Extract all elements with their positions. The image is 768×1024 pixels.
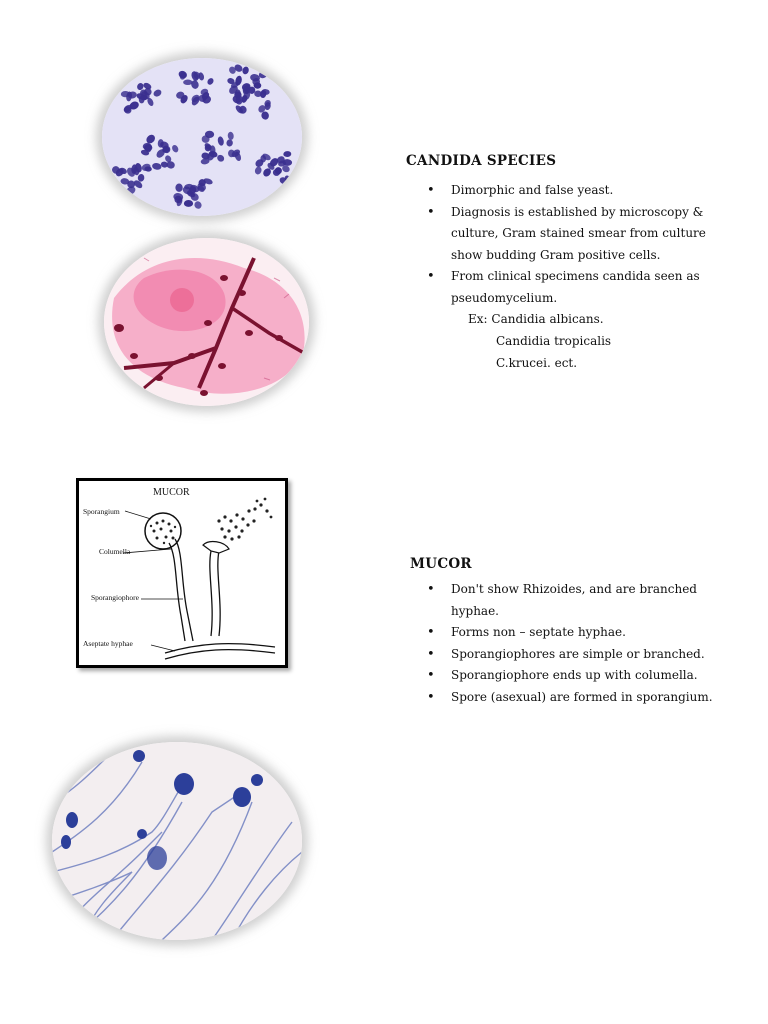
label-columella: Columella — [99, 547, 131, 556]
mucor-bullet-list — [425, 579, 725, 708]
candida-example-3: C.krucei. ect. — [496, 356, 578, 370]
candida-bullet-list — [425, 180, 725, 309]
candida-example-1: Ex: Candidia albicans. — [468, 312, 604, 326]
yeast-cell — [183, 80, 192, 86]
list-item: • Don't show Rhizoides, and are branched hyphae. — [425, 579, 725, 622]
mucor-section-title: MUCOR — [410, 556, 472, 572]
candida-section-title: CANDIDA SPECIES — [406, 153, 557, 169]
candida-yeast-micrograph — [102, 58, 302, 216]
label-sporangiophore: Sporangiophore — [91, 593, 139, 602]
label-aseptate-hyphae: Aseptate hyphae — [83, 639, 133, 648]
list-item: • From clinical specimens candida seen as pseudomycelium. — [425, 266, 725, 309]
list-item: • Spore (asexual) are formed in sporangium. — [425, 687, 725, 709]
candida-example-2: Candidia tropicalis — [496, 334, 612, 348]
yeast-cell — [114, 184, 123, 194]
list-item: • Sporangiophore ends up with columella. — [425, 665, 725, 687]
candida-gram-stain-micrograph — [104, 238, 309, 406]
list-item: • Diagnosis is established by microscopy & culture, Gram stained smear from culture show budding Gram positive cells. — [425, 202, 725, 267]
list-item: • Sporangiophores are simple or branched. — [425, 644, 725, 666]
yeast-cell — [184, 200, 193, 207]
diagram-title: MUCOR — [153, 487, 190, 498]
mucor-diagram — [76, 478, 288, 668]
mucor-micrograph — [52, 742, 302, 940]
list-item: • Forms non – septate hyphae. — [425, 622, 725, 644]
list-item: • Dimorphic and false yeast. — [425, 180, 725, 202]
label-sporangium: Sporangium — [83, 507, 120, 516]
